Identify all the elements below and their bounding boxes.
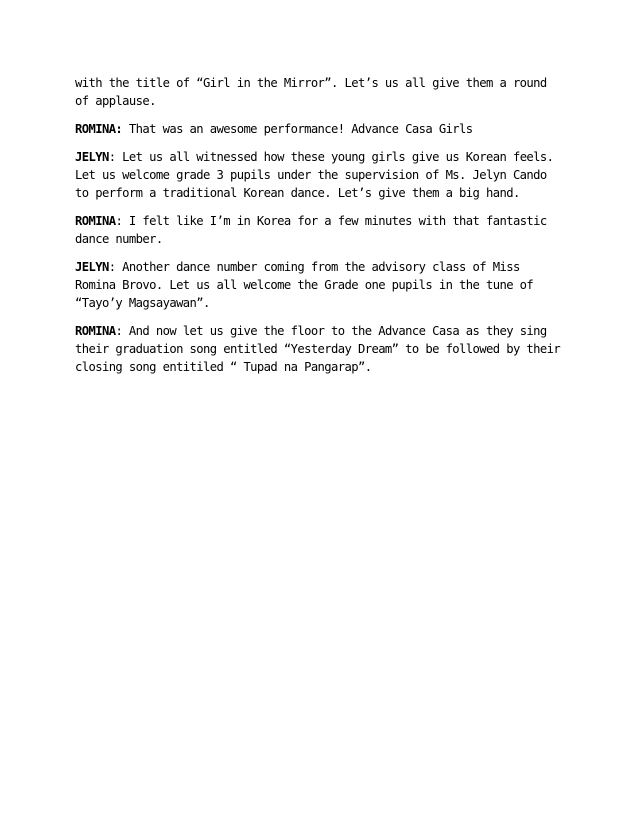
paragraph-text: with the title of “Girl in the Mirror”. Let’s us all give them a round of applause. [75, 76, 554, 108]
paragraph-continuation [75, 74, 563, 110]
speaker-label: ROMINA: [75, 122, 123, 136]
paragraph-text: : Another dance number coming from the advisory class of Miss Romina Brovo. Let us all welcome the Grade one pupils in the tune of “Tayo’y Magsayawan”. [75, 260, 540, 310]
paragraph-text: That was an awesome performance! Advance Casa Girls [122, 122, 473, 136]
paragraph-romina-3 [75, 322, 567, 376]
paragraph-text: : Let us all witnessed how these young girls give us Korean feels. Let us welcome grade 3 pupils under the supervision of Ms. Jelyn Cando to perform a traditional Korean dance. Let’s give them a big hand. [75, 150, 561, 200]
paragraph-romina-2 [75, 212, 563, 248]
paragraph-text: : I felt like I’m in Korea for a few minutes with that fantastic dance number. [75, 214, 554, 246]
script-body [75, 74, 567, 386]
paragraph-jelyn-1 [75, 148, 563, 202]
paragraph-text: : And now let us give the floor to the Advance Casa as they sing their graduation song entitled “Yesterday Dream” to be followed by their closing song entitiled “ Tupad na Pangarap”. [75, 324, 567, 374]
paragraph-romina-1 [75, 120, 563, 138]
speaker-label: ROMINA [75, 214, 116, 228]
paragraph-jelyn-2 [75, 258, 563, 312]
speaker-label: JELYN [75, 150, 109, 164]
speaker-label: ROMINA [75, 324, 116, 338]
speaker-label: JELYN [75, 260, 109, 274]
